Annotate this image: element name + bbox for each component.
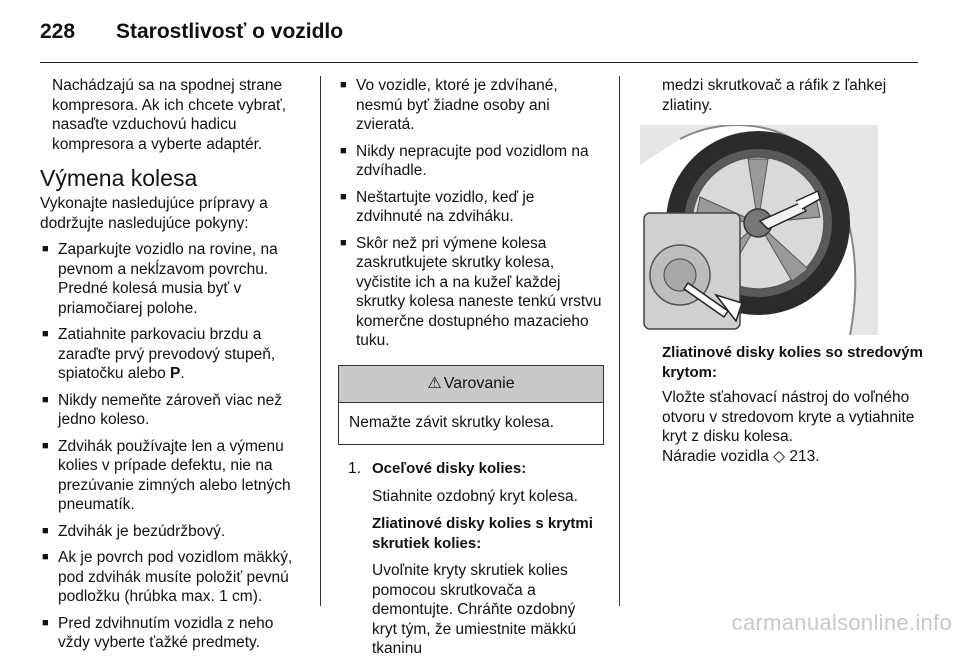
- list-item: ■ Zaparkujte vozidlo na rovine, na pevnom a nekĺzavom povrchu. Predné kolesá musia byť v priamočiarej polohe.: [40, 240, 302, 318]
- continued-text: medzi skrutkovač a ráfik z ľahkej zliatiny.: [662, 77, 887, 114]
- chapter-title: Starostlivosť o vozidlo: [116, 20, 344, 43]
- list-item: ■ Pred zdvihnutím vozidla z neho vždy vyberte ťažké predmety.: [40, 614, 302, 653]
- wheel-cover-removal-image: [640, 125, 878, 335]
- step-title: Oceľové disky kolies:: [372, 460, 527, 477]
- step-text: Stiahnite ozdobný kryt kolesa.: [372, 487, 578, 505]
- subsection-title: Zliatinové disky kolies so stredovým krytom:: [662, 344, 923, 381]
- page-header: [40, 18, 918, 63]
- list-item: ■ Skôr než pri výmene kolesa zaskrutkujete skrutky kolesa, vyčistite ich a na kužeľ každej skrutky kolesa naneste tenkú vrstvu komerčne dostupného mazacieho tuku.: [338, 234, 604, 351]
- list-item: ■ Zatiahnite parkovaciu brzdu a zaraďte prvý prevodový stupeň, spiatočku alebo P.: [40, 325, 302, 384]
- column-divider: [320, 76, 321, 606]
- column-right: [662, 76, 924, 466]
- page-reference-icon: ◇: [773, 447, 786, 465]
- wheel-illustration: [640, 125, 878, 335]
- list-item: ■ Neštartujte vozidlo, keď je zdvihnuté na zdviháku.: [338, 188, 604, 227]
- list-item: ■ Vo vozidle, ktoré je zdvíhané, nesmú byť žiadne osoby ani zvieratá.: [338, 76, 604, 135]
- bullet-list-left: [40, 240, 302, 653]
- warning-box: [338, 365, 604, 446]
- intro-paragraph: Nachádzajú sa na spodnej strane kompresora. Ak ich chcete vybrať, nasaďte vzduchovú hadicu kompresora a vyberte adaptér.: [52, 77, 287, 153]
- warning-title: Varovanie: [443, 374, 515, 392]
- step-text: Uvoľnite kryty skrutiek kolies pomocou skrutkovača a demontujte. Chráňte ozdobný kryt tým, že umiestnite mäkkú tkaninu: [372, 562, 577, 657]
- site-watermark: carmanualsonline.info: [731, 610, 952, 635]
- section-heading: Výmena kolesa: [40, 165, 198, 191]
- list-item: ■ Zdvihák používajte len a výmenu kolies v prípade defektu, nie na prezúvanie zimných alebo letných pneumatík.: [40, 437, 302, 515]
- cross-reference: Náradie vozidla ◇ 213.: [662, 447, 820, 465]
- step-number: 1.: [348, 460, 361, 477]
- list-item: ■ Zdvihák je bezúdržbový.: [40, 522, 302, 542]
- page-number: 228: [40, 20, 76, 43]
- list-item: ■ Ak je povrch pod vozidlom mäkký, pod zdvihák musíte položiť pevnú podložku (hrúbka max. 1 cm).: [40, 548, 302, 607]
- bullet-list-middle: [338, 76, 604, 351]
- step-subtitle: Zliatinové disky kolies s krytmi skrutiek kolies:: [372, 515, 593, 552]
- lead-paragraph: Vykonajte nasledujúce prípravy a dodržujte nasledujúce pokyny:: [40, 195, 268, 232]
- list-item: ■ Nikdy nemeňte zároveň viac než jedno koleso.: [40, 391, 302, 430]
- numbered-step: [338, 459, 604, 659]
- list-item: ■ Nikdy nepracujte pod vozidlom na zdvíhadle.: [338, 142, 604, 181]
- warning-triangle-icon: ⚠: [427, 374, 442, 392]
- warning-header: [339, 366, 603, 403]
- column-left: [40, 76, 302, 653]
- warning-text: Nemažte závit skrutky kolesa.: [349, 413, 555, 431]
- column-middle: [338, 76, 604, 659]
- body-paragraph: Vložte sťahovací nástroj do voľného otvoru v stredovom kryte a vytiahnite kryt z disku kolesa.: [662, 389, 915, 445]
- column-divider: [619, 76, 620, 606]
